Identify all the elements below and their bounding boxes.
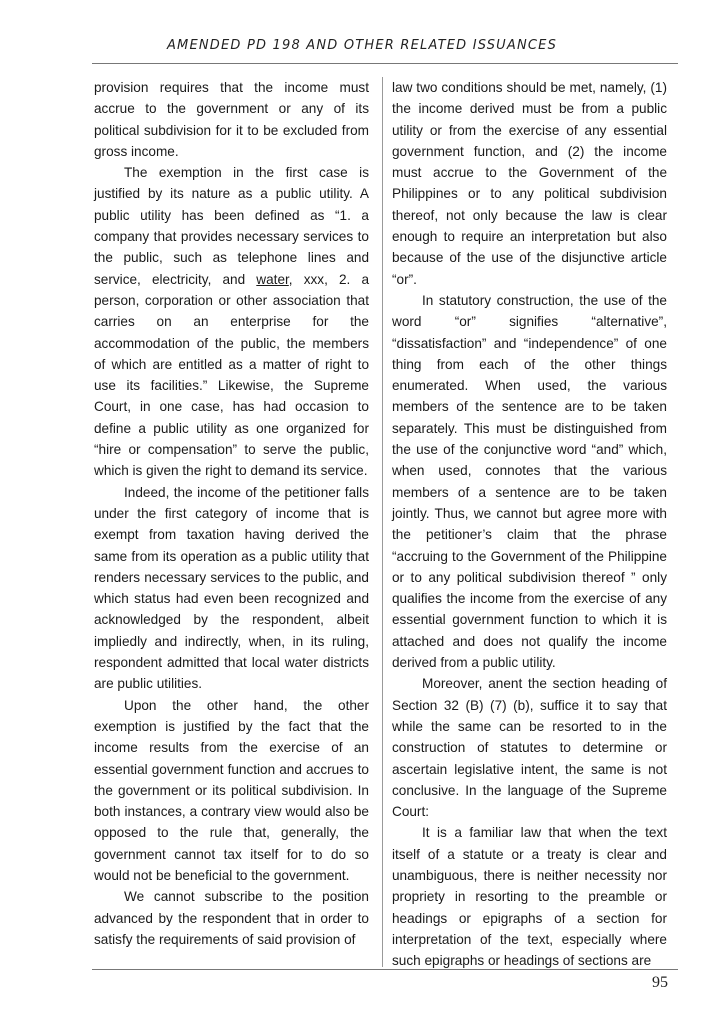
left-paragraph-3: Indeed, the income of the petitioner falls under the first category of income that is exempt from taxation having derived the same from its operation as a public utility that renders necessary services to the public, and which status had even been recognized and acknowledged by the respondent, albeit impliedly and indirectly, when, in its ruling, respondent admitted that local water districts are public utilities. — [94, 484, 369, 692]
left-paragraph-1: provision requires that the income must accrue to the government or any of its political subdivision for it to be excluded from gross income. — [94, 80, 369, 159]
underlined-word-water: water — [256, 271, 289, 287]
column-divider — [382, 77, 383, 967]
left-paragraph-2-part-a: The exemption in the first case is justified by its nature as a public utility. A public utility has been defined as “1. a company that provides necessary services to the public, such as telephone lines and service, electricity, and — [94, 165, 369, 287]
running-header: AMENDED PD 198 AND OTHER RELATED ISSUANCES — [166, 38, 558, 53]
right-paragraph-2: In statutory construction, the use of the word “or” signifies “alternative”, “dissatisfaction” and “independence” of one thing from each of the other things enumerated. When used, the various members of the sentence are to be taken separately. This must be distinguished from the use of the conjunctive word “and” which, when used, connotes that the various members of a sentence are to be taken jointly. Thus, we cannot but agree more with the petitioner’s claim that the phrase “accruing to the Government of the Philippine or to any political subdivision thereof ” only qualifies the income from the exercise of any essential government function to which it is attached and does not qualify the income derived from a public utility. — [392, 292, 667, 671]
two-column-body — [92, 77, 678, 967]
left-paragraph-2-part-b: , xxx, 2. a person, corporation or other association that carries on an enterprise for the accommodation of the public, the members of which are entitled as a matter of right to use its facilities.” Likewise, the Supreme Court, in one case, has had occasion to define a public utility as one organized for “hire or compensation” to serve the public, which is given the right to demand its service. — [94, 271, 369, 479]
page-number: 95 — [652, 974, 668, 991]
header-rule — [92, 63, 678, 64]
right-paragraph-4-quotation: It is a familiar law that when the text itself of a statute or a treaty is clear and unambiguous, there is neither necessity nor propriety in resorting to the preamble or headings or epigraphs of a section for interpretation of the text, especially where such epigraphs or headings of sections are — [392, 825, 667, 969]
left-paragraph-4: Upon the other hand, the other exemption is justified by the fact that the income results from the exercise of an essential government function and accrues to the government or its political subdivision. In both instances, a contrary view would also be opposed to the rule that, generally, the government cannot tax itself for to do so would not be beneficial to the government. — [94, 697, 369, 883]
right-paragraph-1: law two conditions should be met, namely, (1) the income derived must be from a public utility or from the exercise of any essential government function, and (2) the income must accrue to the Government of the Philippines or to any political subdivision thereof, not only because the law is clear enough to require an interpretation but also because of the use of the disjunctive article “or”. — [392, 80, 667, 287]
footer-rule — [92, 969, 678, 970]
right-paragraph-3: Moreover, anent the section heading of Section 32 (B) (7) (b), suffice it to say that while the same can be resorted to in the construction of statutes to determine or ascertain legislative intent, the same is not conclusive. In the language of the Supreme Court: — [392, 676, 667, 820]
left-paragraph-2 — [94, 162, 369, 481]
right-column — [392, 77, 667, 971]
left-paragraph-5: We cannot subscribe to the position advanced by the respondent that in order to satisfy the requirements of said provision of — [94, 889, 369, 947]
left-column — [94, 77, 369, 950]
